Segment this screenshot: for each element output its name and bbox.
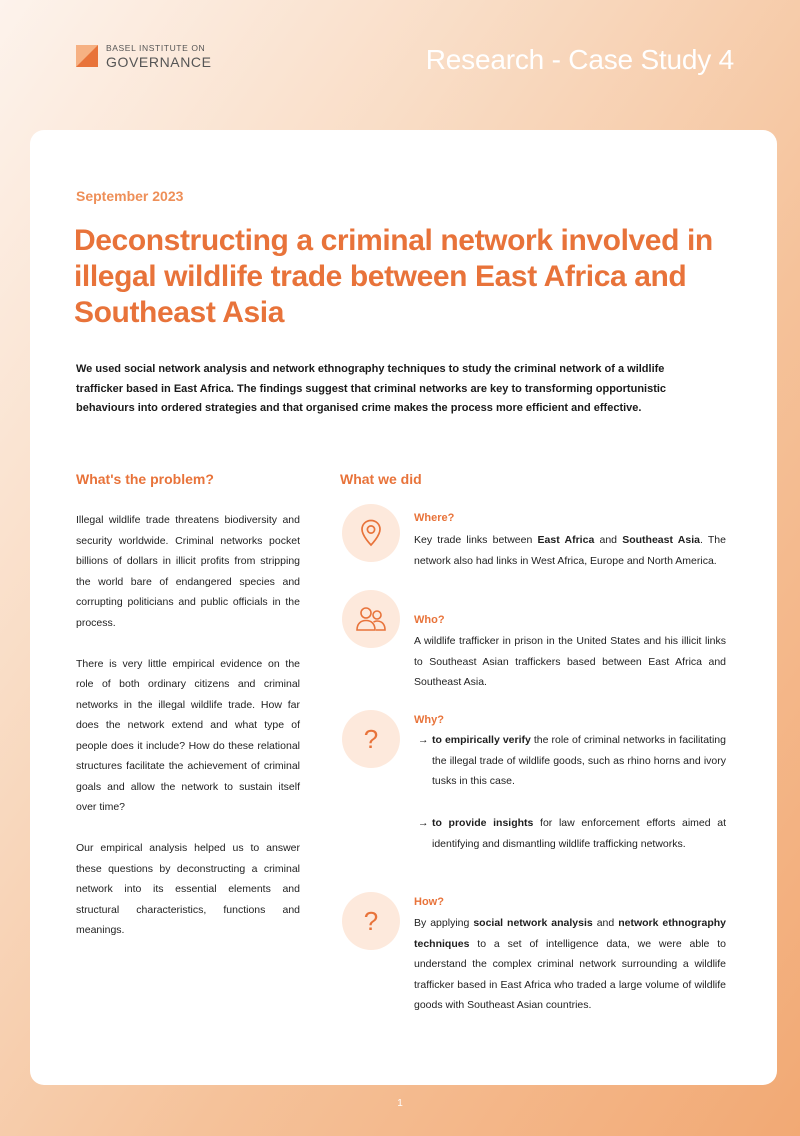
problem-paragraph: Our empirical analysis helped us to answer these questions by deconstructing a criminal network into its essential elements and structural characteristics, functions and meanings. xyxy=(76,842,300,936)
lede-paragraph: We used social network analysis and network ethnography techniques to study the criminal network of a wildlife trafficker based in East Africa. The findings suggest that criminal networks are key to transforming opportunistic behaviours into ordered strategies and that organised crime makes the process more efficient and effective. xyxy=(76,363,667,414)
why-point-2: → to provide insights for law enforcement efforts aimed at identifying and dismantling wildlife trafficking networks. xyxy=(432,813,726,854)
why-heading: Why? xyxy=(414,714,444,726)
what-we-did-heading: What we did xyxy=(340,471,422,487)
header-title: Research - Case Study 4 xyxy=(425,44,734,75)
publication-date: September 2023 xyxy=(76,188,184,204)
logo xyxy=(76,44,212,69)
problem-paragraph: There is very little empirical evidence on the role of both ordinary citizens and criminal networks in the illegal wildlife trade. How far does the network extend and what type of people does it include? How do these relational structures facilitate the achievement of criminal goals and allow the network to sustain itself over time? xyxy=(76,657,300,813)
content-card xyxy=(30,130,777,1085)
question-icon: ? xyxy=(342,710,400,768)
logo-line1: BASEL INSTITUTE ON xyxy=(106,43,206,53)
page-number: 1 xyxy=(397,1098,403,1109)
problem-body xyxy=(76,510,300,961)
who-text: A wildlife trafficker in prison in the United States and his illicit links to Southeast Asian traffickers based between East Africa and Southeast Asia. xyxy=(414,635,726,688)
how-heading: How? xyxy=(414,896,444,908)
people-icon xyxy=(342,590,400,648)
problem-heading: What's the problem? xyxy=(76,471,214,487)
where-text: Key trade links between East Africa and Southeast Asia. The network also had links in West Africa, Europe and North America. xyxy=(414,534,726,567)
where-heading: Where? xyxy=(414,512,455,524)
document-title: Deconstructing a criminal network involved in illegal wildlife trade between East Africa and Southeast Asia xyxy=(74,224,713,329)
logo-mark-icon xyxy=(76,45,98,67)
arrow-right-icon: → xyxy=(418,734,429,746)
why-point-1: → to empirically verify the role of criminal networks in facilitating the illegal trade of wildlife goods, such as rhino horns and ivory tusks in this case. xyxy=(432,730,726,792)
how-text: By applying social network analysis and network ethnography techniques to a set of intelligence data, we were able to understand the complex criminal network surrounding a wildlife trafficker based in East Africa who traded a large volume of wildlife goods with Southeast Asian countries. xyxy=(414,917,727,1011)
who-heading: Who? xyxy=(414,614,445,626)
location-pin-icon xyxy=(342,504,400,562)
logo-line2: GOVERNANCE xyxy=(106,53,212,70)
problem-paragraph: Illegal wildlife trade threatens biodiversity and security worldwide. Criminal networks pocket billions of dollars in illicit profits from stripping the world bare of endangered species and corrupting politicians and public officials in the process. xyxy=(76,514,300,629)
arrow-right-icon: → xyxy=(418,817,429,829)
question-icon: ? xyxy=(342,892,400,950)
